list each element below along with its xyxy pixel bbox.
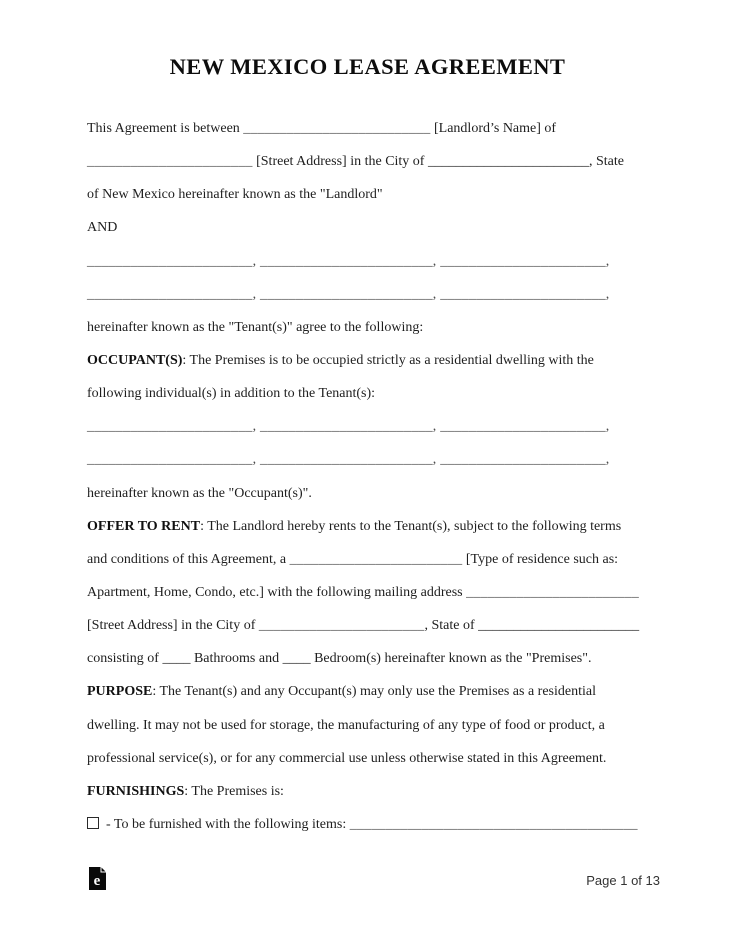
doc-line [87, 344, 662, 377]
section-label: PURPOSE [87, 684, 153, 700]
line-text: , State of _______________________ [424, 618, 640, 634]
fill-in-blank: __________________________ [243, 121, 431, 136]
page-number-label: Page 1 of 13 [586, 873, 660, 888]
line-text: AND [87, 220, 118, 236]
fill-in-blank: _______________________, ________________________, _______________________, [87, 286, 610, 302]
page-title: NEW MEXICO LEASE AGREEMENT [169, 54, 566, 79]
doc-line [87, 311, 662, 344]
document-body [87, 112, 662, 841]
doc-line [87, 145, 662, 178]
doc-line [87, 178, 662, 211]
line-text: [Type of residence such as: [462, 551, 619, 567]
doc-line [87, 211, 662, 244]
line-text: and conditions of this Agreement, a [87, 551, 290, 567]
line-text: : The Landlord hereby rents to the Tenant(s), subject to the following terms [200, 518, 622, 534]
logo-letter: e [93, 873, 101, 889]
line-text: [Street Address] in the City of _______________________, State [252, 154, 624, 170]
doc-line [87, 112, 662, 145]
line-text: hereinafter known as the "Occupant(s)". [87, 485, 312, 501]
doc-line [87, 377, 662, 410]
fill-in-blank: _______________________, ________________________, _______________________, [87, 452, 610, 468]
fill-in-blank: ________________________________________ [349, 816, 638, 832]
doc-line [87, 775, 662, 808]
furnished-checkbox[interactable] [87, 817, 99, 829]
fill-in-blank: _______________________ [87, 154, 253, 170]
section-label: OFFER TO RENT [87, 518, 201, 534]
line-text: hereinafter known as the "Tenant(s)" agree to the following: [87, 319, 424, 335]
line-text: Apartment, Home, Condo, etc.] with the following mailing address [87, 584, 467, 600]
line-text: This Agreement is between [87, 121, 244, 136]
section-label: OCCUPANT(S) [87, 352, 183, 368]
doc-line [87, 709, 662, 742]
line-text: : The Premises is to be occupied strictly as a residential dwelling with the [182, 352, 594, 368]
doc-line [87, 543, 662, 576]
line-text: : The Premises is: [184, 783, 284, 799]
fill-in-blank: _______________________ [258, 618, 425, 634]
doc-line [87, 642, 662, 675]
line-text: of New Mexico hereinafter known as the "Landlord" [87, 187, 383, 203]
doc-line [87, 675, 662, 708]
line-text: consisting of ____ Bathrooms and ____ Bedroom(s) hereinafter known as the "Premises". [87, 651, 592, 667]
fill-in-blank: _______________________, ________________________, _______________________, [87, 419, 610, 435]
doc-line [87, 742, 662, 775]
line-text: : The Tenant(s) and any Occupant(s) may only use the Premises as a residential [152, 684, 596, 700]
fill-in-blank: _______________________, ________________________, _______________________, [87, 253, 610, 269]
line-text: - To be furnished with the following items: [106, 816, 350, 832]
doc-line [87, 576, 662, 609]
fill-in-blank: ________________________ [289, 551, 463, 567]
section-label: FURNISHINGS [87, 783, 185, 799]
doc-line [87, 278, 662, 311]
doc-line [87, 443, 662, 476]
doc-line [87, 808, 662, 841]
line-text: dwelling. It may not be used for storage, the manufacturing of any type of food or product, a [87, 717, 605, 733]
line-text: following individual(s) in addition to the Tenant(s): [87, 386, 376, 402]
doc-line [87, 245, 662, 278]
doc-line [87, 477, 662, 510]
eforms-logo-icon [88, 866, 107, 891]
line-text: [Landlord’s Name] of [430, 121, 557, 136]
doc-line [87, 510, 662, 543]
doc-line [87, 410, 662, 443]
fill-in-blank: ________________________ [466, 584, 639, 600]
line-text: [Street Address] in the City of [87, 618, 259, 634]
line-text: professional service(s), or for any commercial use unless otherwise stated in this Agreement. [87, 750, 607, 766]
doc-line [87, 609, 662, 642]
